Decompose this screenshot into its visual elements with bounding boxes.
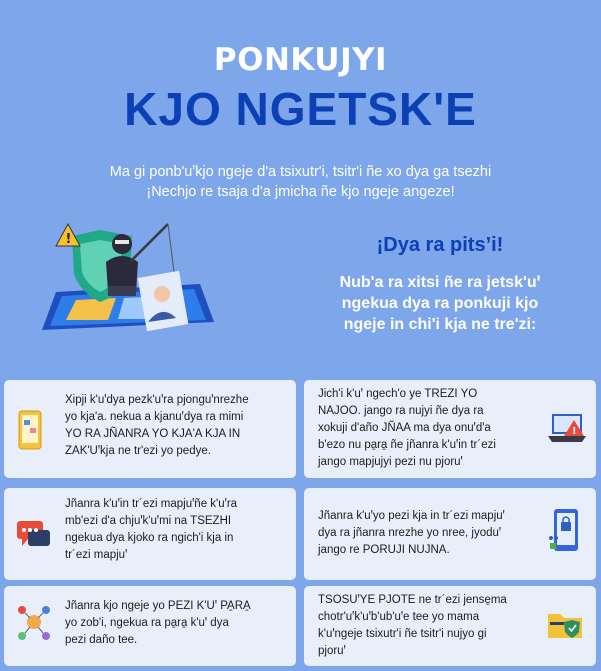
title-line2: KJO NGETSK'E — [124, 83, 477, 135]
svg-text:!: ! — [572, 426, 577, 437]
tip-text-1: Xipji k'uꞌdya pezk'uꞌra pjonguꞌnrezhe yo kja'a. nekua a kjanuꞌdya ra mimi YO RA JÑANRA YO KJA'A KJA IN ZAK'Uꞌkja ne tr'ezi yo pedye. — [65, 394, 249, 457]
title-line1: PONKUJYI — [213, 42, 388, 78]
tip-text-3: Jñanra k'uꞌin tr´ezi mapjuꞌñe k'uꞌra mb'ezi d'a chjuꞌk'uꞌmi na TSEZHI ngekua dya kjoko ra ngich'i kja in tr´ezi mapjuꞌ — [65, 498, 238, 561]
user-avatar-icon — [154, 286, 170, 302]
callout-sub-line3: ngeje in chi'i kja ne tre'zi: — [343, 316, 537, 333]
callout-subhead — [292, 272, 588, 335]
intro-text — [0, 162, 601, 202]
callout-sub-line1: Nub'a ra xitsi ñe ra jetsk'uꞌ — [339, 274, 541, 291]
folder-shield-icon — [546, 606, 586, 642]
smartphone-icon — [18, 410, 42, 450]
hacker-phishing-illustration — [22, 222, 234, 340]
tip-card-5 — [4, 586, 296, 666]
laptop-warning-icon — [546, 410, 588, 446]
tip-text-6: TSOSUꞌYE PJOTE ne tr´ezi jense̱ma chotr'uꞌk'uꞌb'ub'uꞌe tee yo mama k'uꞌngeje tsixutr'i ñe tsitr'i nujyo gi pjoruꞌ — [318, 594, 507, 657]
tip-text-5: Jñanra kjo ngeje yo PEZI K'Uꞌ PA̱RA̱ yo zob'i, ngekua ra pa̱ra̱ k'uꞌ dya pezi daño tee. — [65, 600, 251, 646]
tip-card-1 — [4, 380, 296, 478]
callout-headline: ¡Dya ra pits’i! — [376, 234, 504, 256]
network-user-icon — [16, 604, 52, 644]
chat-message-icon — [16, 518, 52, 550]
phone-lock-icon — [548, 508, 584, 554]
tip-card-3 — [4, 488, 296, 580]
intro-line2: ¡Nechjo re tsaja d'a jmicha ñe kjo ngeje angeze! — [146, 184, 455, 200]
svg-text:!: ! — [65, 232, 72, 247]
tip-card-4 — [304, 488, 596, 580]
tip-card-2 — [304, 380, 596, 478]
intro-line1: Ma gi ponb'uꞌkjo ngeje d'a tsixutr'i, tsitr'i ñe xo dya ga tsezhi — [109, 164, 492, 180]
callout-sub-line2: ngekua dya ra ponkuji kjo — [341, 295, 539, 312]
tip-card-6 — [304, 586, 596, 666]
tip-text-4: Jñanra k'uꞌyo pezi kja in tr´ezi mapjuꞌ dya ra jñanra nrezhe yo nree, jyoduꞌ jango re PORUJI NUJNA. — [318, 510, 505, 556]
tip-text-2: Jich'i k'uꞌ ngech'o ye TREZI YO NAJOO. jango ra nujyi ñe dya ra xokuji d'año JÑAA ma dya onuꞌd'a b'ezo nu pa̱ra̱ ñe jñanra k'uꞌin tr´ezi jango mapjujyi pezi nu pjoruꞌ — [318, 388, 496, 468]
fishing-rod — [130, 224, 168, 262]
